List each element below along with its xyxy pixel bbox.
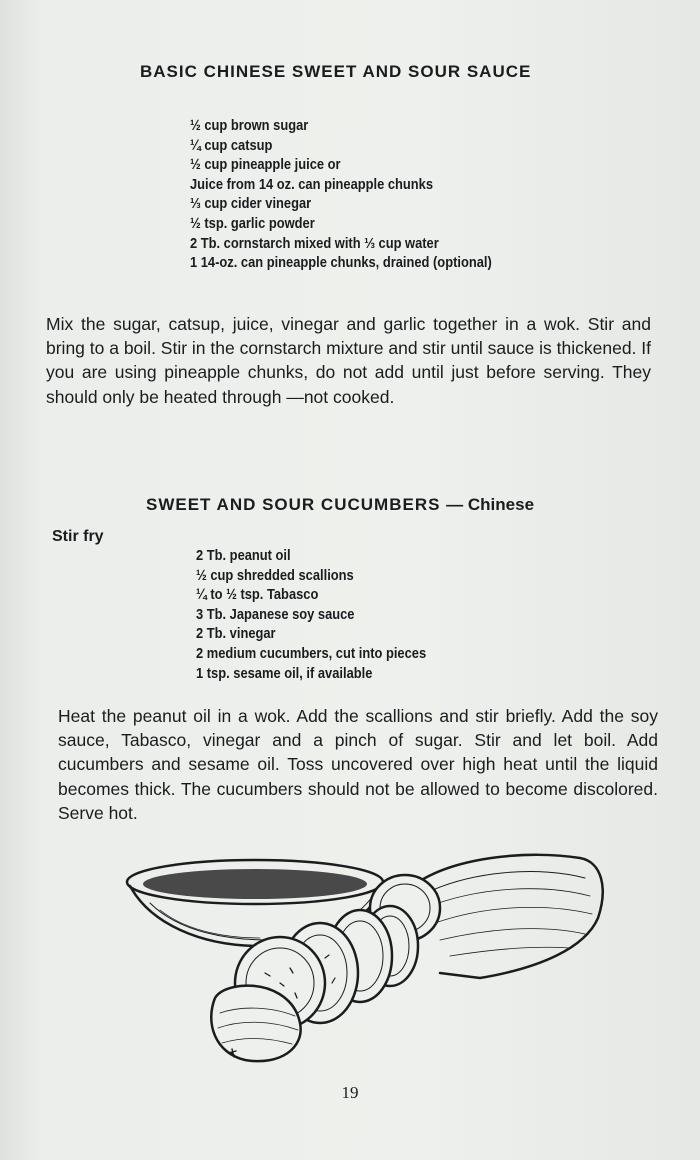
recipe-cuisine-label: — Chinese <box>446 495 535 514</box>
ingredient-item: ¼ to ½ tsp. Tabasco <box>196 586 319 604</box>
recipe-title-cucumbers <box>146 495 534 515</box>
ingredient-item: ⅓ cup cider vinegar <box>190 195 312 213</box>
ingredient-list-cucumbers <box>196 546 426 683</box>
ingredient-item: 2 Tb. cornstarch mixed with ⅓ cup water <box>190 234 439 252</box>
recipe-title-sweet-sour-sauce: BASIC CHINESE SWEET AND SOUR SAUCE <box>140 62 532 81</box>
ingredient-item: Juice from 14 oz. can pineapple chunks <box>190 175 434 193</box>
ingredient-item: 2 Tb. vinegar <box>196 625 276 643</box>
cooking-method-label: Stir fry <box>52 528 104 545</box>
ingredient-item: ¼ cup catsup <box>190 136 273 154</box>
ingredient-item: 1 tsp. sesame oil, if available <box>196 664 373 682</box>
bowl-and-cucumber-illustration <box>120 848 610 1073</box>
instructions-sauce: Mix the sugar, catsup, juice, vinegar and garlic together in a wok. Stir and bring to a boil. Stir in the cornstarch mixture and stir until sauce is thickened. If you are using pineapple chunks, do not add until just before serving. They should only be heated through —not cooked. <box>46 314 652 407</box>
ingredient-item: ½ tsp. garlic powder <box>190 214 315 232</box>
ingredient-item: ½ cup brown sugar <box>190 117 309 134</box>
ingredient-item: 2 Tb. peanut oil <box>196 547 291 564</box>
recipe-title-text: SWEET AND SOUR CUCUMBERS <box>146 495 441 514</box>
ingredient-item: 1 14-oz. can pineapple chunks, drained (optional) <box>190 254 492 272</box>
ingredient-item: 3 Tb. Japanese soy sauce <box>196 605 355 623</box>
ingredient-item: 2 medium cucumbers, cut into pieces <box>196 644 427 662</box>
instructions-cucumbers: Heat the peanut oil in a wok. Add the scallions and stir briefly. Add the soy sauce, Tabasco, vinegar and a pinch of sugar. Stir and let boil. Add cucumbers and sesame oil. Toss uncovered over high heat until the liquid becomes thick. The cucumbers should not be allowed to become discolored. Serve hot. <box>58 706 658 823</box>
page-number: 19 <box>341 1083 359 1102</box>
ingredient-item: ½ cup pineapple juice or <box>190 156 341 174</box>
ingredient-list-sauce <box>190 116 492 273</box>
ingredient-item: ½ cup shredded scallions <box>196 566 354 584</box>
